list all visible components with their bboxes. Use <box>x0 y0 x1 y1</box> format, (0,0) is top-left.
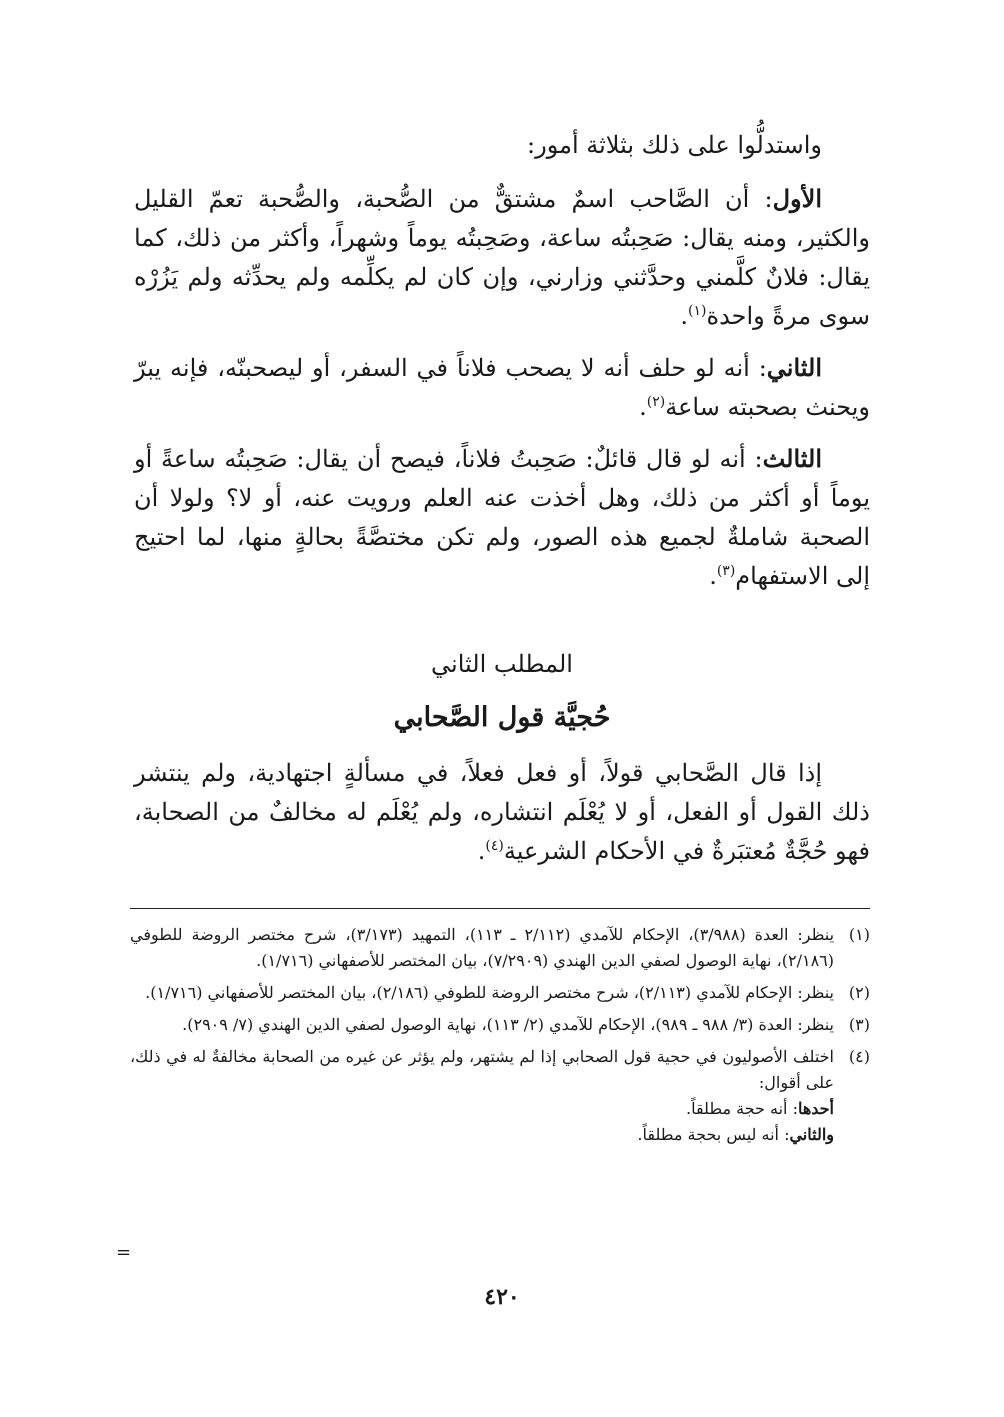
argument-first-text: : أن الصَّاحب اسمٌ مشتقٌّ من الصُّحبة، والصُّحبة تعمّ القليل والكثير، ومنه يقال: صَحِبتُه ساعة، وصَحِبتُه يوماً وشهراً، وأكثر من ذلك، كما يقال: فلانٌ كلَّمني وحدَّثني وزارني، وإن كان لم يكلِّمه ولم يحدِّثه ولم يَزُرْه سوى مرةً واحدة <box>134 185 870 330</box>
footnote-number: (٤) <box>848 1047 870 1066</box>
footnote-text: ينظر: الإحكام للآمدي (٢/١١٣)، شرح مختصر الروضة للطوفي (٢/١٨٦)، بيان المختصر للأصفهاني (١/٧١٦). <box>145 983 834 1002</box>
footnote-2 <box>130 980 870 1006</box>
argument-second <box>134 348 870 427</box>
closing-end: . <box>477 837 486 865</box>
intro-paragraph <box>134 126 870 165</box>
argument-first-end: . <box>680 302 689 330</box>
footnote-text-group <box>130 1044 834 1148</box>
footnote-number: (١) <box>848 925 870 944</box>
footnote-3 <box>130 1012 870 1038</box>
argument-third-text: : أنه لو قال قائلٌ: صَحِبتُ فلاناً، فيصح أن يقال: صَحِبتُه ساعةً أو يوماً أو أكثر من ذلك، وهل أخذت عنه العلم ورويت عنه، أو لا؟ ولولا أن الصحبة شاملةٌ لجميع هذه الصور، ولم تكن مختصَّةً بحالةٍ منها، لما احتيج إلى الاستفهام <box>134 445 870 590</box>
argument-first <box>134 179 870 336</box>
opinion-label: أحدها <box>797 1099 834 1118</box>
footnote-opinion-1 <box>130 1096 834 1122</box>
footnote-ref-4[interactable]: (٤) <box>485 838 504 854</box>
opinion-text: : أنه حجة مطلقاً. <box>685 1099 798 1118</box>
intro-text: واستدلُّوا على ذلك بثلاثة أمور: <box>527 131 822 159</box>
footnote-ref-2[interactable]: (٢) <box>646 394 666 410</box>
argument-second-label: الثاني <box>766 353 822 382</box>
opinion-text: : أنه ليس بحجة مطلقاً. <box>637 1125 790 1144</box>
footnote-ref-1[interactable]: (١) <box>688 303 707 319</box>
book-page <box>0 108 1004 1417</box>
footnotes-section <box>130 922 870 1154</box>
argument-second-end: . <box>639 393 647 421</box>
footnote-number: (٣) <box>848 1015 870 1034</box>
opinion-label: والثاني <box>789 1125 834 1144</box>
footnote-number: (٢) <box>848 983 870 1002</box>
footnote-1 <box>130 922 870 974</box>
footnote-ref-3[interactable]: (٣) <box>716 563 736 579</box>
argument-second-text: : أنه لو حلف أنه لا يصحب فلاناً في السفر، أو ليصحبنّه، فإنه يبرّ ويحنث بصحبته ساعة <box>134 354 870 421</box>
footnote-text: ينظر: العدة (٣/ ٩٨٨ ـ ٩٨٩)، الإحكام للآمدي (٢/ ١١٣)، نهاية الوصول لصفي الدين الهندي (٧/ ٢٩٠٩). <box>182 1015 834 1034</box>
footnote-text: ينظر: العدة (٣/٩٨٨)، الإحكام للآمدي (٢/١١٢ ـ ١١٣)، التمهيد (٣/١٧٣)، شرح مختصر الروضة للطوفي (٢/١٨٦)، نهاية الوصول لصفي الدين الهندي (٧/٢٩٠٩)، بيان المختصر للأصفهاني (١/٧١٦). <box>130 925 835 970</box>
footnote-continuation-mark: = <box>116 1242 132 1263</box>
closing-text: إذا قال الصَّحابي قولاً، أو فعل فعلاً، في مسألةٍ اجتهادية، ولم ينتشر ذلك القول أو الفعل، أو لا يُعْلَم انتشاره، ولم يُعْلَم له مخالفٌ من الصحابة، فهو حُجَّةٌ مُعتبَرةٌ في الأحكام الشرعية <box>134 759 870 865</box>
footnote-4 <box>130 1044 870 1148</box>
argument-third-end: . <box>709 562 717 590</box>
argument-first-label: الأول <box>772 184 822 213</box>
footnote-opinion-2 <box>130 1122 834 1148</box>
closing-paragraph <box>134 754 870 871</box>
main-text-top <box>134 126 870 596</box>
main-text-bottom <box>134 754 870 871</box>
section-subtitle: المطلب الثاني <box>431 650 573 678</box>
argument-third-label: الثالث <box>762 444 822 473</box>
argument-third <box>134 439 870 596</box>
footnote-text: اختلف الأصوليون في حجية قول الصحابي إذا لم يشتهر، ولم يؤثر عن غيره من الصحابة مخالفةٌ له في ذلك، على أقوال: <box>130 1047 834 1092</box>
section-title: حُجيَّة قول الصَّحابي <box>393 702 611 733</box>
footnote-divider <box>130 908 870 909</box>
page-number: ٤٢٠ <box>484 1284 520 1310</box>
